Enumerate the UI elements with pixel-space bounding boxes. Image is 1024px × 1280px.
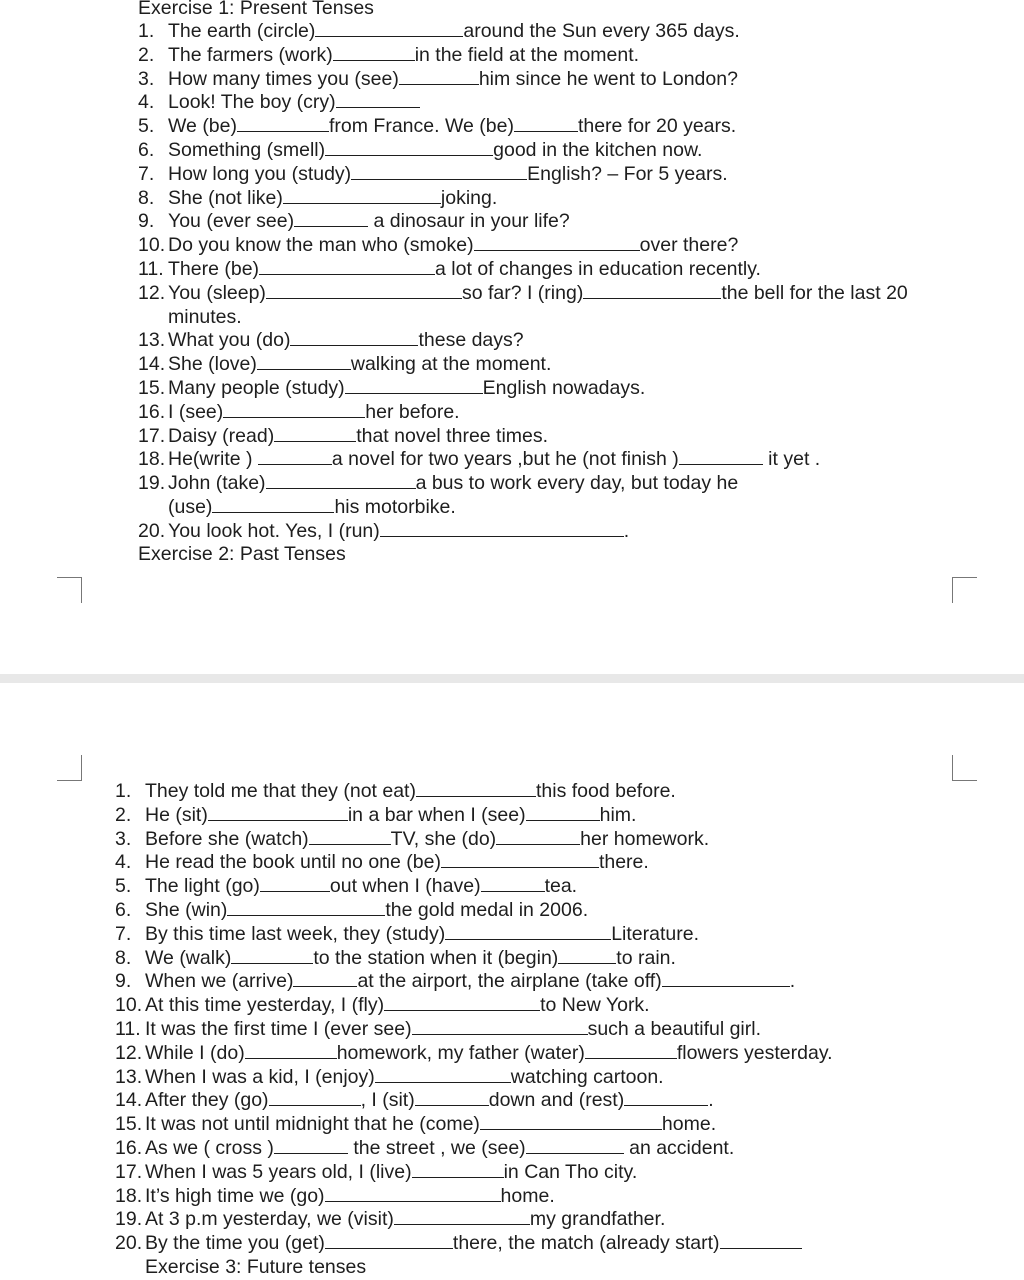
item-number: 18. xyxy=(138,448,166,471)
item-text: out when I (have) xyxy=(329,875,481,898)
item-text: in the field at the moment. xyxy=(414,43,640,66)
item-text: in a bar when I (see) xyxy=(347,803,526,826)
exercise-item xyxy=(115,970,833,994)
exercise-1-heading: Exercise 1: Present Tenses xyxy=(138,0,374,19)
item-text: How many times you (see) xyxy=(168,67,399,90)
answer-blank[interactable] xyxy=(480,1114,662,1130)
answer-blank[interactable] xyxy=(679,449,763,465)
item-text: that novel three times. xyxy=(356,424,549,447)
item-text: watching cartoon. xyxy=(510,1065,664,1088)
exercise-item xyxy=(115,1161,833,1185)
answer-blank[interactable] xyxy=(412,1162,504,1178)
answer-blank[interactable] xyxy=(315,21,463,37)
item-text: As we ( cross ) xyxy=(145,1136,274,1159)
answer-blank[interactable] xyxy=(269,1090,361,1106)
item-text: Something (smell) xyxy=(168,138,326,161)
answer-blank[interactable] xyxy=(416,781,536,797)
item-text: When I was 5 years old, I (live) xyxy=(145,1160,412,1183)
answer-blank[interactable] xyxy=(274,426,356,442)
item-text: English? – For 5 years. xyxy=(527,162,728,185)
item-text: Daisy (read) xyxy=(168,424,275,447)
answer-blank[interactable] xyxy=(412,1019,588,1035)
item-text: a lot of changes in education recently. xyxy=(435,257,761,280)
item-number: 17. xyxy=(115,1160,143,1183)
item-text: . xyxy=(708,1089,714,1112)
item-number: 7. xyxy=(115,922,132,945)
item-text: , I (sit) xyxy=(360,1089,415,1112)
item-number: 11. xyxy=(138,257,164,280)
answer-blank[interactable] xyxy=(274,1138,348,1154)
item-text: home. xyxy=(661,1113,717,1136)
exercise-item xyxy=(138,425,908,449)
item-number: 8. xyxy=(138,186,155,209)
answer-blank[interactable] xyxy=(336,92,420,108)
answer-blank[interactable] xyxy=(259,259,435,275)
item-text: tea. xyxy=(544,875,578,898)
answer-blank[interactable] xyxy=(227,900,385,916)
exercise-item xyxy=(138,329,908,353)
answer-blank[interactable] xyxy=(583,283,721,299)
item-text: there. xyxy=(598,851,649,874)
item-text: her homework. xyxy=(580,827,710,850)
item-text: Many people (study) xyxy=(168,376,345,399)
answer-blank[interactable] xyxy=(558,948,616,964)
crop-mark-bottom-left xyxy=(57,755,82,781)
item-text: such a beautiful girl. xyxy=(587,1017,762,1040)
exercise-item xyxy=(138,68,908,92)
crop-mark-top-left xyxy=(57,577,82,603)
item-text: to rain. xyxy=(616,946,676,969)
item-text: While I (do) xyxy=(145,1041,245,1064)
answer-blank[interactable] xyxy=(496,829,580,845)
item-number: 1. xyxy=(138,20,155,42)
exercise-item xyxy=(115,1208,833,1232)
answer-blank[interactable] xyxy=(384,995,540,1011)
item-number: 16. xyxy=(115,1136,143,1159)
item-number: 20. xyxy=(138,519,166,542)
answer-blank[interactable] xyxy=(266,473,416,489)
item-number: 13. xyxy=(138,329,166,352)
item-text: It was the first time I (ever see) xyxy=(145,1017,412,1040)
exercise-item xyxy=(138,472,908,520)
item-text: . xyxy=(623,519,630,542)
item-number: 9. xyxy=(115,970,132,993)
answer-blank[interactable] xyxy=(223,402,365,418)
exercise-item xyxy=(138,377,908,401)
item-text: the street , we (see) xyxy=(347,1136,526,1159)
item-text: it yet . xyxy=(762,448,821,471)
item-number: 8. xyxy=(115,946,132,969)
item-number: 14. xyxy=(138,353,166,376)
item-number: 18. xyxy=(115,1184,143,1207)
answer-blank[interactable] xyxy=(208,805,348,821)
item-text: a dinosaur in your life? xyxy=(368,210,570,233)
exercise-item xyxy=(138,401,908,425)
item-text: her before. xyxy=(365,400,460,423)
exercise-item xyxy=(138,163,908,187)
answer-blank[interactable] xyxy=(294,211,368,227)
exercise-item xyxy=(115,1137,833,1161)
answer-blank[interactable] xyxy=(481,876,545,892)
item-text: He (sit) xyxy=(145,803,208,826)
item-number: 3. xyxy=(115,827,132,850)
crop-mark-bottom-right xyxy=(952,755,977,781)
item-number: 14. xyxy=(115,1089,143,1112)
item-number: 13. xyxy=(115,1065,143,1088)
item-number: 17. xyxy=(138,424,166,447)
answer-blank[interactable] xyxy=(231,948,313,964)
item-text: my grandfather. xyxy=(529,1208,666,1231)
exercise-item xyxy=(138,115,908,139)
item-text: After they (go) xyxy=(145,1089,269,1112)
item-number: 19. xyxy=(138,472,166,495)
exercise-item xyxy=(115,923,833,947)
exercise-3-heading: Exercise 3: Future tenses xyxy=(145,1256,367,1278)
item-text: He(write ) xyxy=(168,448,258,471)
answer-blank[interactable] xyxy=(351,164,527,180)
item-number: 2. xyxy=(115,803,132,826)
answer-blank[interactable] xyxy=(345,378,483,394)
item-text: to the station when it (begin) xyxy=(313,946,559,969)
item-text: She (love) xyxy=(168,353,257,376)
item-text: to New York. xyxy=(540,994,650,1017)
exercise-item xyxy=(115,828,833,852)
answer-blank[interactable] xyxy=(720,1233,802,1249)
item-text: there, the match (already start) xyxy=(452,1232,720,1255)
answer-blank[interactable] xyxy=(415,1090,489,1106)
item-number: 15. xyxy=(138,376,166,399)
item-text: There (be) xyxy=(168,257,260,280)
item-text: around the Sun every 365 days. xyxy=(463,20,740,42)
item-number: 16. xyxy=(138,400,166,423)
answer-blank[interactable] xyxy=(293,971,357,987)
item-text: this food before. xyxy=(535,780,676,802)
exercise-item xyxy=(115,1018,833,1042)
item-text: We (walk) xyxy=(145,946,232,969)
exercise-item xyxy=(138,520,908,544)
answer-blank[interactable] xyxy=(526,805,600,821)
item-text: joking. xyxy=(440,186,498,209)
exercise-item xyxy=(115,1185,833,1209)
item-text: there for 20 years. xyxy=(577,115,737,138)
item-text: I (see) xyxy=(168,400,224,423)
item-text: You (ever see) xyxy=(168,210,295,233)
answer-blank[interactable] xyxy=(257,354,351,370)
item-number: 3. xyxy=(138,67,155,90)
item-number: 10. xyxy=(115,994,143,1017)
item-text: him. xyxy=(599,803,637,826)
answer-blank[interactable] xyxy=(585,1043,677,1059)
item-number: 15. xyxy=(115,1113,143,1136)
exercise-2-list xyxy=(115,780,833,1256)
answer-blank[interactable] xyxy=(474,235,640,251)
exercise-1-list xyxy=(138,20,908,544)
item-text: You look hot. Yes, I (run) xyxy=(168,519,380,542)
item-number: 6. xyxy=(115,898,132,921)
item-text: You (sleep) xyxy=(168,281,266,304)
exercise-item xyxy=(115,994,833,1018)
item-text: over there? xyxy=(639,234,739,257)
exercise-item xyxy=(138,353,908,377)
exercise-item xyxy=(138,91,908,115)
item-text: flowers yesterday. xyxy=(676,1041,833,1064)
item-text: the bell for the last 20 xyxy=(721,281,908,304)
item-text: . xyxy=(789,970,796,993)
item-text: By the time you (get) xyxy=(145,1232,325,1255)
exercise-item xyxy=(138,234,908,258)
item-text: the gold medal in 2006. xyxy=(385,898,589,921)
item-text: By this time last week, they (study) xyxy=(145,922,446,945)
item-text: What you (do) xyxy=(168,329,291,352)
answer-blank[interactable] xyxy=(445,924,611,940)
item-text: his motorbike. xyxy=(334,495,456,518)
item-text: a novel for two years ,but he (not finish ) xyxy=(331,448,679,471)
item-text: good in the kitchen now. xyxy=(493,138,703,161)
exercise-item xyxy=(138,187,908,211)
answer-blank[interactable] xyxy=(258,449,332,465)
item-text: We (be) xyxy=(168,115,237,138)
answer-blank[interactable] xyxy=(212,497,334,513)
answer-blank[interactable] xyxy=(325,1233,453,1249)
item-text: When I was a kid, I (enjoy) xyxy=(145,1065,375,1088)
answer-blank[interactable] xyxy=(290,330,418,346)
item-text: The light (go) xyxy=(145,875,260,898)
item-text: The earth (circle) xyxy=(168,20,316,42)
item-number: 5. xyxy=(138,115,155,138)
item-number: 7. xyxy=(138,162,155,185)
item-text: She (win) xyxy=(145,898,228,921)
answer-blank[interactable] xyxy=(325,140,493,156)
item-text: homework, my father (water) xyxy=(336,1041,585,1064)
exercise-item xyxy=(115,947,833,971)
exercise-item xyxy=(138,44,908,68)
exercise-item xyxy=(138,282,908,330)
exercise-item xyxy=(115,1089,833,1113)
answer-blank[interactable] xyxy=(514,116,578,132)
item-text: him since he went to London? xyxy=(478,67,738,90)
exercise-item xyxy=(115,780,833,804)
item-text: The farmers (work) xyxy=(168,43,333,66)
exercise-item xyxy=(138,448,908,472)
item-number: 5. xyxy=(115,875,132,898)
exercise-item xyxy=(115,1113,833,1137)
item-text: Do you know the man who (smoke) xyxy=(168,234,474,257)
item-text: It’s high time we (go) xyxy=(145,1184,325,1207)
exercise-item xyxy=(138,139,908,163)
item-text: TV, she (do) xyxy=(390,827,497,850)
item-number: 12. xyxy=(115,1041,143,1064)
exercise-item xyxy=(115,1232,833,1256)
answer-blank[interactable] xyxy=(662,971,790,987)
answer-blank[interactable] xyxy=(333,45,415,61)
item-text: so far? I (ring) xyxy=(461,281,584,304)
item-text: walking at the moment. xyxy=(350,353,552,376)
exercise-2-heading: Exercise 2: Past Tenses xyxy=(138,543,346,565)
answer-blank[interactable] xyxy=(260,876,330,892)
item-text: John (take) xyxy=(168,472,266,495)
item-text: How long you (study) xyxy=(168,162,352,185)
item-text: home. xyxy=(500,1184,555,1207)
item-number: 4. xyxy=(115,851,132,874)
item-number: 12. xyxy=(138,281,166,304)
exercise-item xyxy=(138,258,908,282)
item-number: 20. xyxy=(115,1232,143,1255)
exercise-item xyxy=(115,899,833,923)
answer-blank[interactable] xyxy=(380,521,624,537)
item-text: It was not until midnight that he (come) xyxy=(145,1113,480,1136)
item-text: an accident. xyxy=(623,1136,735,1159)
answer-blank[interactable] xyxy=(309,829,391,845)
item-text: minutes. xyxy=(168,305,242,328)
item-number: 10. xyxy=(138,234,166,257)
exercise-item xyxy=(115,804,833,828)
answer-blank[interactable] xyxy=(375,1067,511,1083)
answer-blank[interactable] xyxy=(394,1209,530,1225)
exercise-item xyxy=(138,20,908,44)
item-text: He read the book until no one (be) xyxy=(145,851,441,874)
item-number: 2. xyxy=(138,43,155,66)
item-text: from France. We (be) xyxy=(329,115,514,138)
answer-blank[interactable] xyxy=(441,852,599,868)
item-text: Look! The boy (cry) xyxy=(168,91,336,114)
answer-blank[interactable] xyxy=(245,1043,337,1059)
item-text: English nowadays. xyxy=(482,376,646,399)
exercise-item xyxy=(115,875,833,899)
answer-blank[interactable] xyxy=(283,188,441,204)
page-separator xyxy=(0,674,1024,683)
item-text: At 3 p.m yesterday, we (visit) xyxy=(145,1208,394,1231)
answer-blank[interactable] xyxy=(399,69,479,85)
item-number: 4. xyxy=(138,91,155,114)
item-number: 19. xyxy=(115,1208,143,1231)
answer-blank[interactable] xyxy=(266,283,462,299)
item-text: They told me that they (not eat) xyxy=(145,780,416,802)
item-text: Literature. xyxy=(611,922,699,945)
exercise-item xyxy=(115,1066,833,1090)
answer-blank[interactable] xyxy=(624,1090,708,1106)
answer-blank[interactable] xyxy=(526,1138,624,1154)
crop-mark-top-right xyxy=(952,577,977,603)
answer-blank[interactable] xyxy=(325,1186,501,1202)
item-text: (use) xyxy=(168,495,213,518)
item-text: She (not like) xyxy=(168,186,283,209)
document-page-2 xyxy=(0,683,1024,1280)
item-text: At this time yesterday, I (fly) xyxy=(145,994,385,1017)
exercise-item xyxy=(115,1042,833,1066)
item-number: 11. xyxy=(115,1017,141,1040)
item-text: at the airport, the airplane (take off) xyxy=(357,970,662,993)
item-text: in Can Tho city. xyxy=(503,1160,638,1183)
item-text: these days? xyxy=(418,329,524,352)
item-text: When we (arrive) xyxy=(145,970,294,993)
exercise-item xyxy=(138,210,908,234)
item-number: 6. xyxy=(138,138,155,161)
item-text: a bus to work every day, but today he xyxy=(415,472,739,495)
item-number: 1. xyxy=(115,780,132,802)
item-text: Before she (watch) xyxy=(145,827,309,850)
item-text: down and (rest) xyxy=(488,1089,625,1112)
answer-blank[interactable] xyxy=(237,116,329,132)
item-number: 9. xyxy=(138,210,155,233)
exercise-item xyxy=(115,851,833,875)
